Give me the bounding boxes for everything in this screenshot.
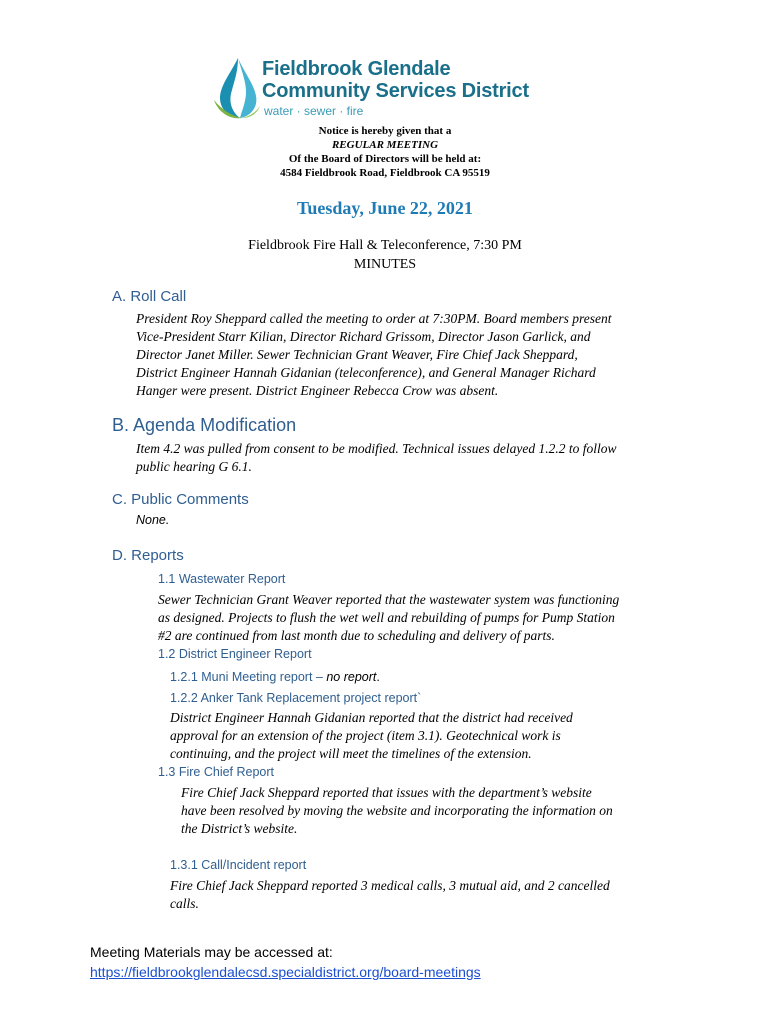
section-b-heading: B. Agenda Modification [112, 415, 297, 435]
agenda-modification-text [136, 440, 616, 476]
notice-meeting-type: REGULAR MEETING [331, 139, 439, 151]
logo-name-line2: Community Services District [262, 80, 529, 102]
agenda-line: public hearing G 6.1. [136, 459, 252, 474]
public-comments-text: None. [136, 513, 170, 527]
logo-tagline: water · sewer · fire [264, 104, 364, 118]
anker-line: District Engineer Hannah Gidanian reported that the district had received [170, 710, 573, 725]
water-drop-logo-icon [212, 56, 260, 120]
anker-line: continuing, and the project will meet the timelines of the extension. [170, 746, 532, 761]
wastewater-report-heading: 1.1 Wastewater Report [158, 572, 286, 586]
roll-call-line: District Engineer Hannah Gidanian (teleconference), and General Manager Richard [136, 365, 596, 380]
meeting-location: Fieldbrook Fire Hall & Teleconference, 7:30 PM [248, 238, 522, 253]
fire-line: the District’s website. [181, 821, 298, 836]
call-line: calls. [170, 896, 199, 911]
meeting-date: Tuesday, June 22, 2021 [297, 198, 473, 218]
roll-call-line: President Roy Sheppard called the meeting to order at 7:30PM. Board members present [136, 311, 612, 326]
fire-line: have been resolved by moving the website and incorporating the information on [181, 803, 613, 818]
footer [90, 942, 481, 982]
muni-report-note: no report [326, 670, 377, 684]
roll-call-line: Vice-President Starr Kilian, Director Richard Grissom, Director Jason Garlick, and [136, 329, 591, 344]
board-meetings-link[interactable]: https://fieldbrookglendalecsd.specialdistrict.org/board-meetings [90, 964, 481, 980]
fire-line: Fire Chief Jack Sheppard reported that issues with the department’s website [181, 785, 592, 800]
anker-tank-heading: 1.2.2 Anker Tank Replacement project report` [170, 691, 422, 705]
section-d-heading: D. Reports [112, 547, 184, 564]
call-incident-heading: 1.3.1 Call/Incident report [170, 858, 307, 872]
wastewater-report-text [158, 591, 619, 645]
roll-call-line: Hanger were present. District Engineer Rebecca Crow was absent. [136, 383, 499, 398]
notice-line1: Notice is hereby given that a [318, 125, 452, 137]
district-logo [212, 56, 542, 120]
wastewater-line: Sewer Technician Grant Weaver reported that the wastewater system was functioning [158, 592, 620, 607]
call-incident-text [170, 877, 610, 913]
notice-address: 4584 Fieldbrook Road, Fieldbrook CA 95519 [280, 167, 490, 179]
notice-line3: Of the Board of Directors will be held at: [288, 153, 482, 165]
muni-report-label: 1.2.1 Muni Meeting report – [170, 670, 327, 684]
fire-chief-report-text [181, 784, 613, 838]
engineer-report-heading: 1.2 District Engineer Report [158, 647, 312, 661]
call-line: Fire Chief Jack Sheppard reported 3 medical calls, 3 mutual aid, and 2 cancelled [170, 878, 610, 893]
muni-report-end: . [376, 670, 380, 684]
meeting-notice [0, 124, 770, 180]
wastewater-line: #2 are continued from last month due to scheduling and delivery of parts. [158, 628, 555, 643]
doc-type: MINUTES [353, 257, 417, 272]
anker-tank-text [170, 709, 573, 763]
section-a-heading: A. Roll Call [112, 288, 187, 305]
meeting-location-block [0, 236, 770, 274]
logo-name-line1: Fieldbrook Glendale [262, 58, 451, 80]
footer-text: Meeting Materials may be accessed at: [90, 944, 333, 960]
roll-call-text [136, 310, 612, 400]
roll-call-line: Director Janet Miller. Sewer Technician Grant Weaver, Fire Chief Jack Sheppard, [136, 347, 578, 362]
logo-name [262, 58, 529, 102]
fire-chief-report-heading: 1.3 Fire Chief Report [158, 765, 275, 779]
wastewater-line: as designed. Projects to flush the wet well and rebuilding of pumps for Pump Station [158, 610, 615, 625]
anker-line: approval for an extension of the project (item 3.1). Geotechnical work is [170, 728, 561, 743]
section-c-heading: C. Public Comments [112, 491, 249, 508]
muni-meeting-report [170, 670, 380, 684]
agenda-line: Item 4.2 was pulled from consent to be modified. Technical issues delayed 1.2.2 to follow [136, 441, 617, 456]
